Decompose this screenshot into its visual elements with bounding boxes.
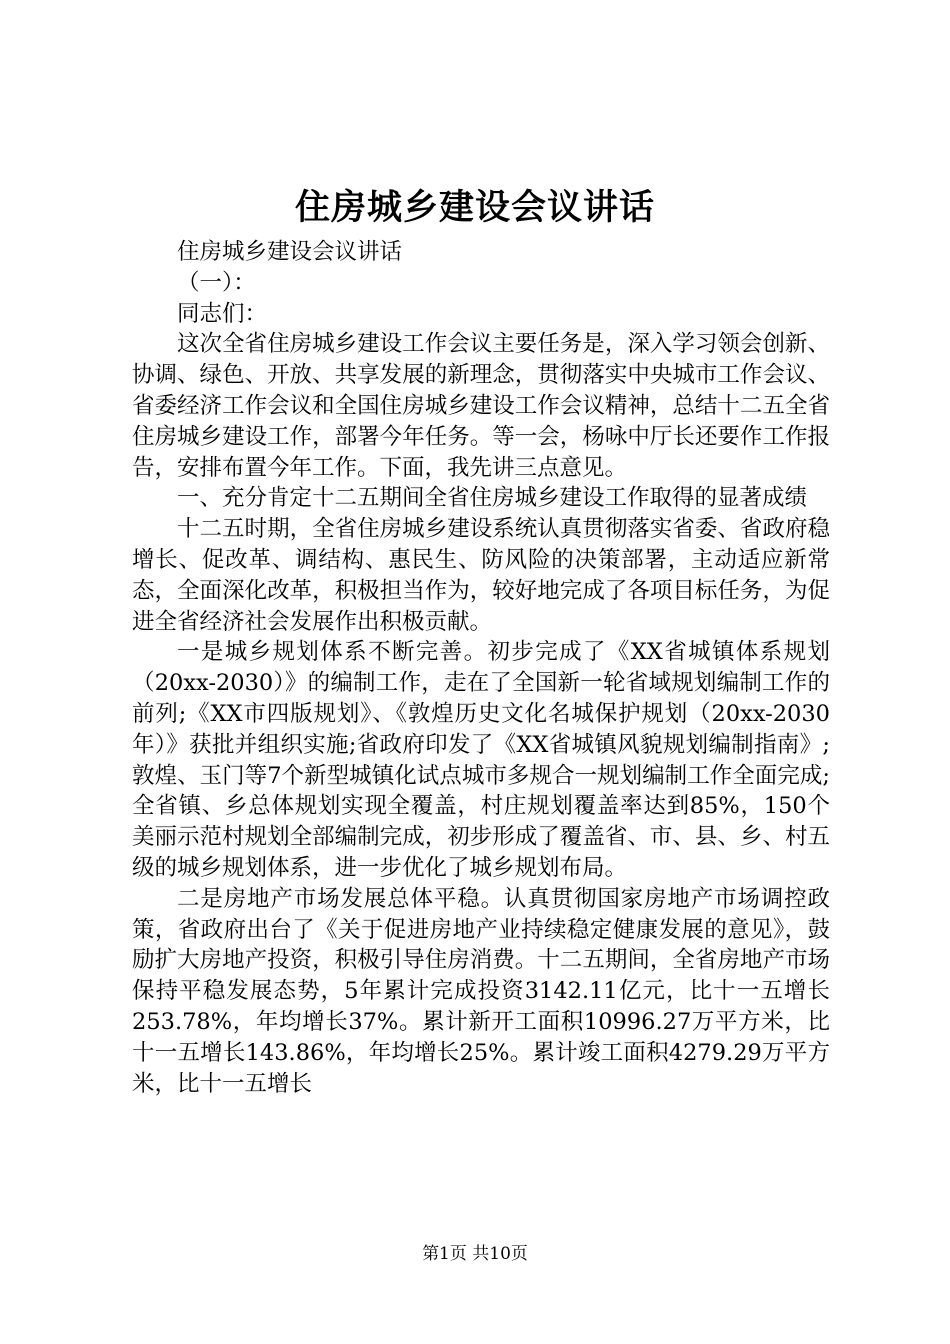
- document-body: [132, 237, 830, 1099]
- paragraph-heading-repeat: 住房城乡建设会议讲话: [177, 239, 403, 265]
- paragraph-salutation: 同志们：: [177, 300, 268, 327]
- paragraph-section-number: （一）：: [177, 269, 256, 296]
- paragraph-real-estate: 二是房地产市场发展总体平稳。认真贯彻国家房地产市场调控政策，省政府出台了《关于促进房地产业持续稳定健康发展的意见》，鼓励扩大房地产投资，积极引导住房消费。十二五期间，全省房地产市场保持平稳发展态势，5年累计完成投资3142.11亿元，比十一五增长253.78%，年均增长37%。累计新开工面积10996.27万平方米，比十一五增长143.86%，年均增长25%。累计竣工面积4279.29万平方米，比十一五增长: [132, 885, 830, 1097]
- document-title: 住房城乡建设会议讲话: [294, 187, 655, 228]
- paragraph-section-heading: 一、充分肯定十二五期间全省住房城乡建设工作取得的显著成绩: [177, 485, 808, 512]
- paragraph-planning: 一是城乡规划体系不断完善。初步完成了《XX省城镇体系规划（20xx-2030）》的编制工作，走在了全国新一轮省域规划编制工作的前列;《XX市四版规划》、《敦煌历史文化名城保护规划（20xx-2030年）》获批并组织实施;省政府印发了《XX省城镇风貌规划编制指南》;敦煌、玉门等7个新型城镇化试点城市多规合一规划编制工作全面完成;全省镇、乡总体规划实现全覆盖，村庄规划覆盖率达到85%，150个美丽示范村规划全部编制完成，初步形成了覆盖省、市、县、乡、村五级的城乡规划体系，进一步优化了城乡规划布局。: [132, 639, 830, 881]
- page-footer: 第1页 共10页: [422, 1244, 528, 1264]
- paragraph-intro: 这次全省住房城乡建设工作会议主要任务是，深入学习领会创新、协调、绿色、开放、共享发展的新理念，贯彻落实中央城市工作会议、省委经济工作会议和全国住房城乡建设工作会议精神，总结十二五全省住房城乡建设工作，部署今年任务。等一会，杨咏中厅长还要作工作报告，安排布置今年工作。下面，我先讲三点意见。: [132, 331, 830, 481]
- paragraph-summary: 十二五时期，全省住房城乡建设系统认真贯彻落实省委、省政府稳增长、促改革、调结构、惠民生、防风险的决策部署，主动适应新常态，全面深化改革，积极担当作为，较好地完成了各项目标任务，为促进全省经济社会发展作出积极贡献。: [132, 516, 830, 635]
